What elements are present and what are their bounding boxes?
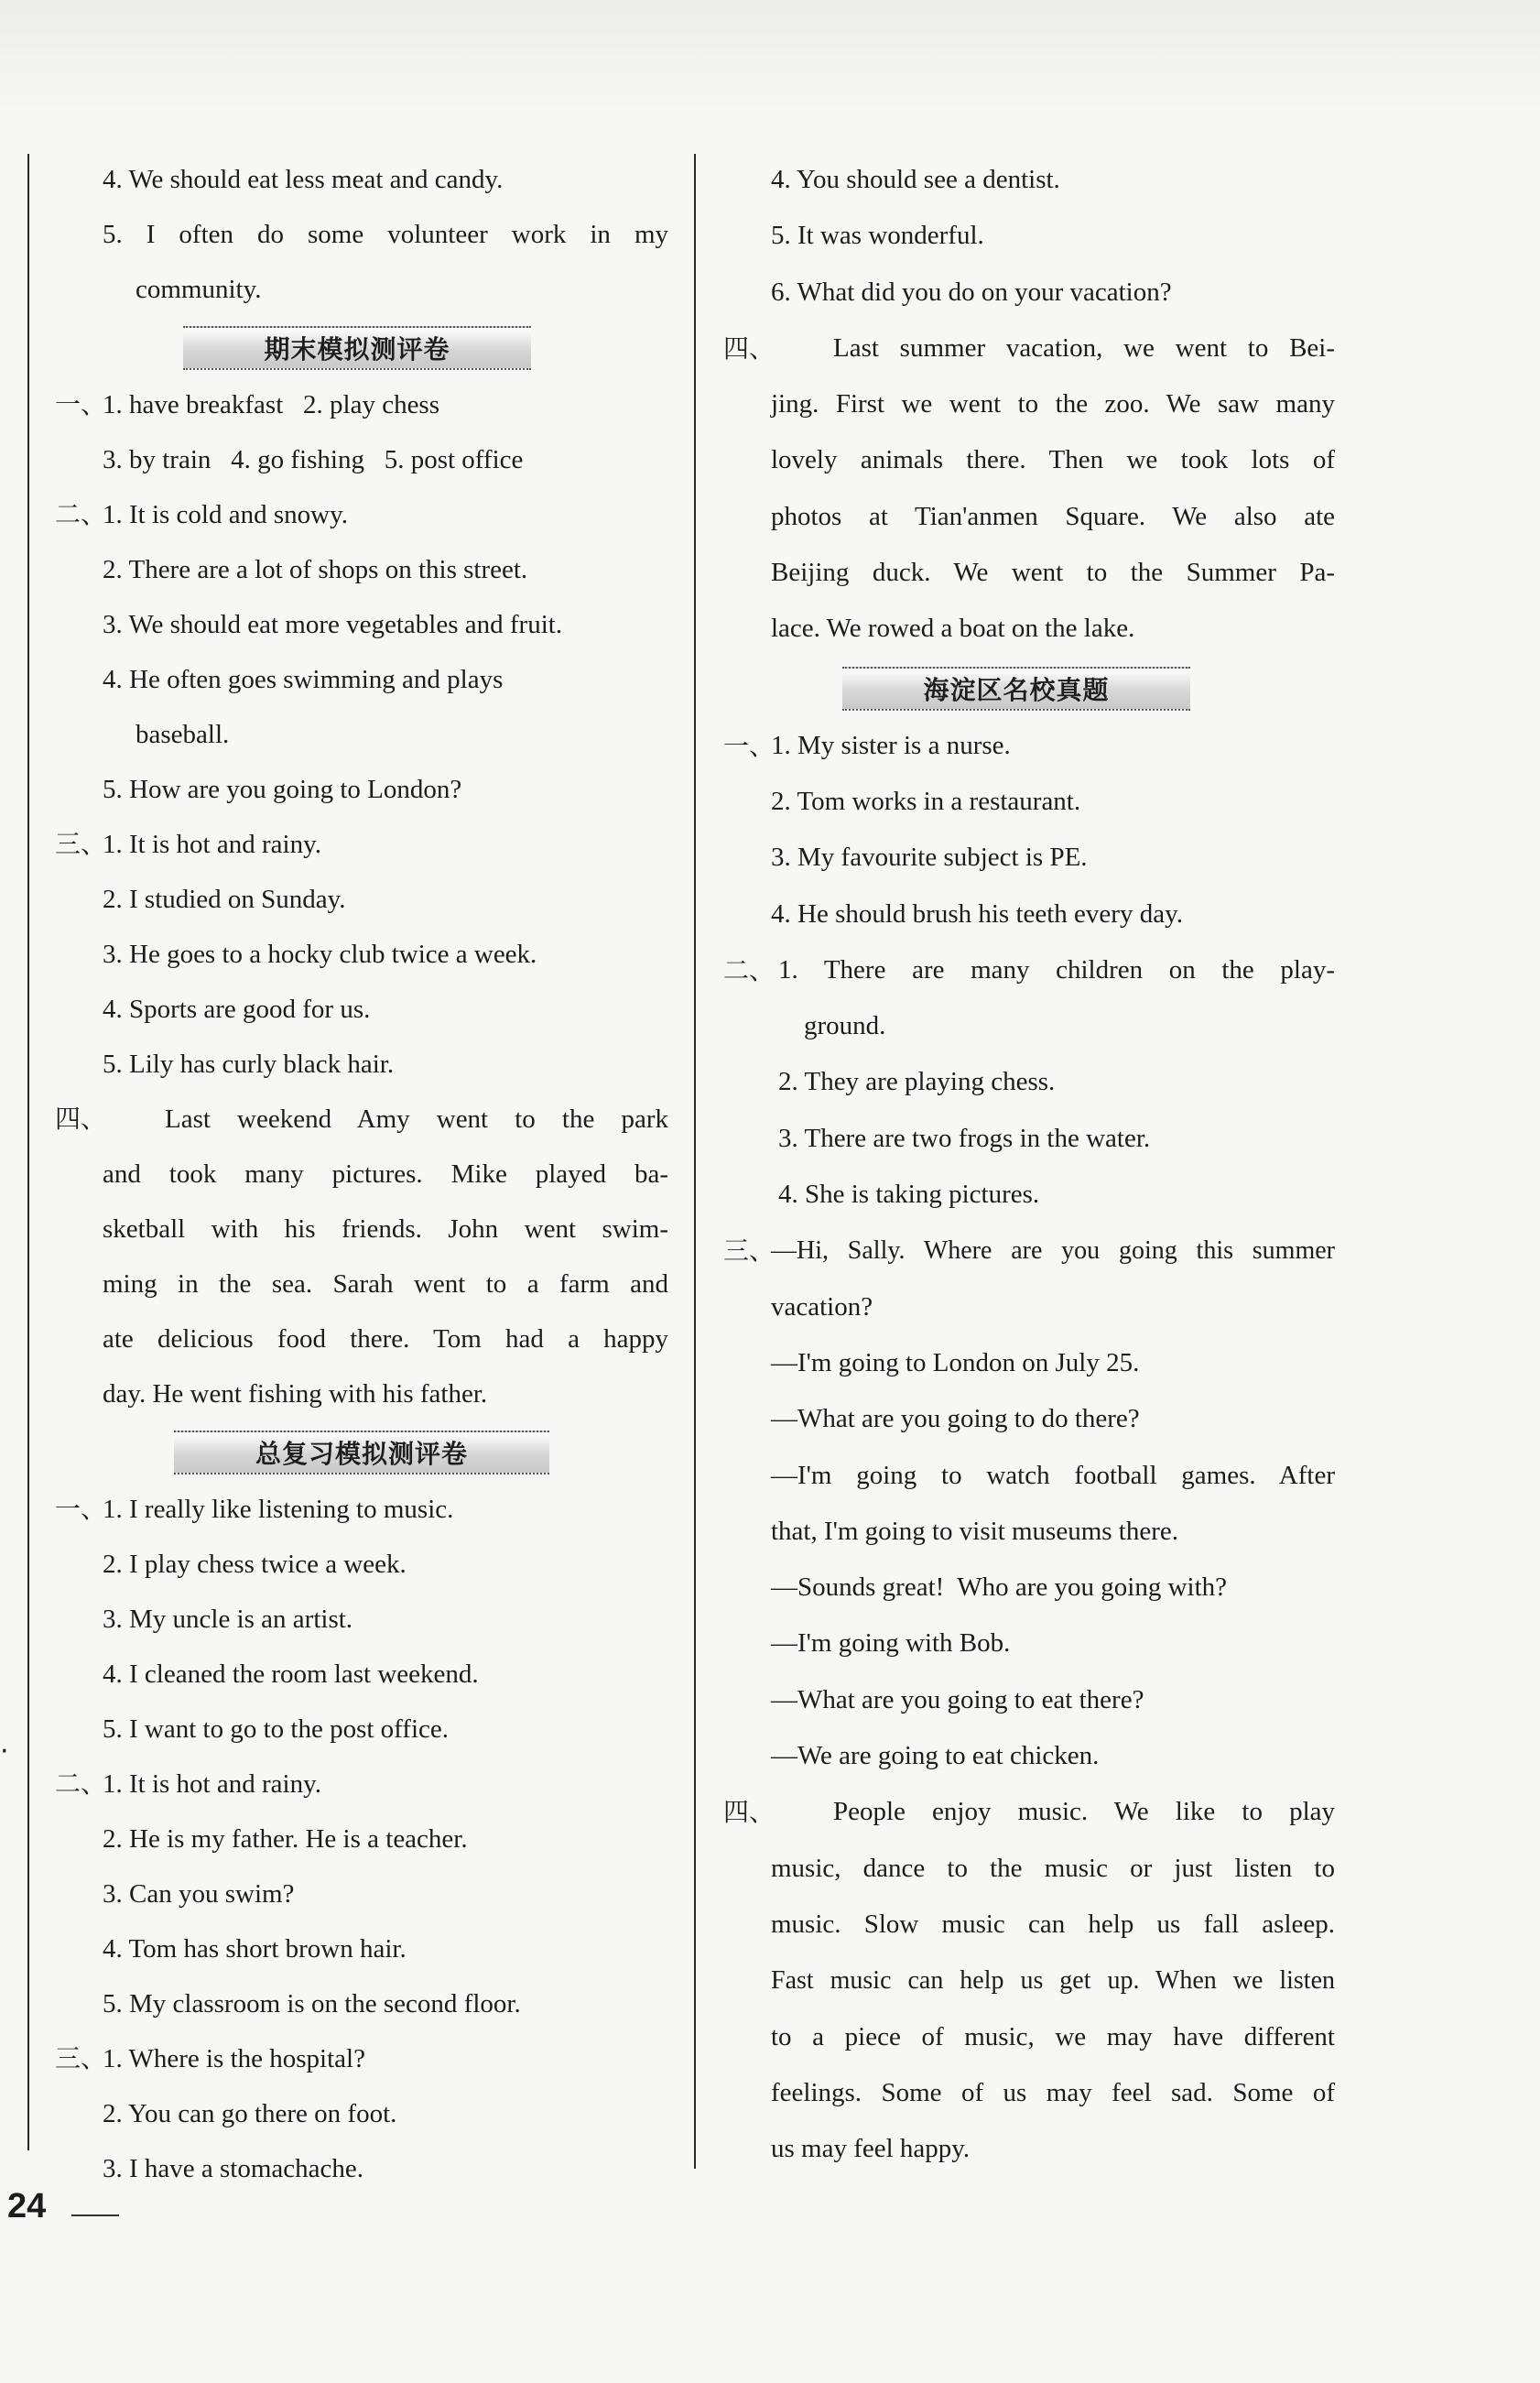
left-margin-rule	[27, 154, 29, 2150]
section-title: 总复习模拟测评卷	[174, 1431, 549, 1474]
answer-line: 2. They are playing chess.	[778, 1067, 1056, 1097]
section-header-final-mock	[55, 317, 668, 377]
answer-line: sketball with his friends. John went swim-	[103, 1214, 668, 1244]
answer-line: music. Slow music can help us fall asleep.	[771, 1909, 1335, 1939]
answer-line: 三、 1. Where is the hospital?	[55, 2031, 668, 2086]
section-title: 海淀区名校真题	[842, 667, 1190, 711]
page-number-dash	[71, 2214, 119, 2216]
answer-line: 二、 1. There are many children on the play-	[723, 942, 1335, 998]
part-marker: 四、	[55, 1104, 107, 1134]
part-marker: 一、	[723, 730, 775, 761]
part-marker: 三、	[55, 2043, 107, 2073]
answer-line: —I'm going to watch football games. After	[771, 1460, 1335, 1490]
answer-line: 三、 —Hi, Sally. Where are you going this summer	[723, 1223, 1335, 1279]
part-marker: 二、	[55, 499, 107, 529]
answer-line: 一、 1. have breakfast 2. play chess	[55, 377, 668, 432]
answer-line: photos at Tian'anmen Square. We also ate	[771, 501, 1335, 531]
part-marker: 二、	[55, 1768, 107, 1799]
part-marker: 三、	[723, 1235, 775, 1267]
answer-line: 4. I cleaned the room last weekend.	[103, 1659, 479, 1689]
answer-line: 5. How are you going to London?	[103, 775, 462, 804]
answer-line: day. He went fishing with his father.	[103, 1379, 488, 1409]
answer-line: 3. My uncle is an artist.	[103, 1605, 353, 1634]
answer-line: 2. You can go there on foot.	[103, 2099, 397, 2128]
part-marker: 一、	[55, 389, 107, 419]
part-marker: 三、	[55, 829, 107, 859]
answer-line: 2. Tom works in a restaurant.	[771, 786, 1081, 816]
answer-line: 二、 1. It is cold and snowy.	[55, 487, 668, 542]
answer-line: 2. I play chess twice a week.	[103, 1550, 407, 1579]
scan-top-shadow	[0, 0, 1540, 110]
part-marker: 二、	[723, 954, 775, 985]
section-title: 期末模拟测评卷	[183, 326, 531, 370]
section-header-haidian	[723, 658, 1335, 718]
answer-line: 一、 1. I really like listening to music.	[55, 1482, 668, 1537]
part-marker: 一、	[55, 1494, 107, 1524]
answer-line: 4. He should brush his teeth every day.	[771, 898, 1183, 929]
answer-line: music, dance to the music or just listen to	[771, 1853, 1335, 1883]
answer-line: 4. You should see a dentist.	[771, 165, 1060, 194]
answer-line: us may feel happy.	[771, 2134, 971, 2164]
answer-line: 5. I want to go to the post office.	[103, 1714, 450, 1744]
answer-line: 5. I often do some volunteer work in my	[103, 220, 668, 249]
answer-line: 3. I have a stomachache.	[103, 2154, 364, 2183]
page-number: 24	[7, 2187, 47, 2225]
answer-line: 2. There are a lot of shops on this street.	[103, 555, 528, 584]
answer-line: Beijing duck. We went to the Summer Pa-	[771, 558, 1335, 588]
answer-line: 5. My classroom is on the second floor.	[103, 1989, 521, 2018]
answer-line: 4. We should eat less meat and candy.	[103, 165, 504, 194]
answer-line: feelings. Some of us may feel sad. Some of	[771, 2077, 1335, 2107]
answer-line: —What are you going to do there?	[771, 1404, 1140, 1434]
answer-line: 四、 People enjoy music. We like to play	[723, 1784, 1335, 1840]
answer-line: 4. He often goes swimming and plays	[103, 665, 504, 694]
answer-line: 4. Tom has short brown hair.	[103, 1934, 407, 1964]
answer-line: 一、 1. My sister is a nurse.	[723, 718, 1335, 774]
answer-line: that, I'm going to visit museums there.	[771, 1516, 1179, 1546]
answer-line: 3. by train 4. go fishing 5. post office	[103, 445, 524, 474]
section-header-review-mock	[55, 1421, 668, 1482]
answer-line: jing. First we went to the zoo. We saw many	[771, 389, 1335, 419]
answer-line: 2. I studied on Sunday.	[103, 885, 346, 914]
answer-line: ate delicious food there. Tom had a happy	[103, 1324, 668, 1354]
answer-line: 4. Sports are good for us.	[103, 995, 371, 1024]
answer-line: Fast music can help us get up. When we listen	[771, 1966, 1335, 1996]
answer-line: ground.	[804, 1011, 886, 1041]
answer-line: —We are going to eat chicken.	[771, 1741, 1100, 1771]
answer-line: lace. We rowed a boat on the lake.	[771, 614, 1135, 644]
answer-line: 3. Can you swim?	[103, 1879, 295, 1909]
answer-line: 6. What did you do on your vacation?	[771, 277, 1172, 307]
right-column	[723, 152, 1335, 2177]
column-divider	[694, 154, 696, 2169]
answer-line: to a piece of music, we may have different	[771, 2021, 1335, 2051]
answer-line: and took many pictures. Mike played ba-	[103, 1159, 668, 1189]
answer-line: ming in the sea. Sarah went to a farm and	[103, 1269, 668, 1299]
answer-line: —I'm going with Bob.	[771, 1628, 1011, 1659]
answer-line: community.	[136, 275, 262, 304]
answer-line: 三、 1. It is hot and rainy.	[55, 817, 668, 872]
answer-line: lovely animals there. Then we took lots of	[771, 445, 1335, 475]
answer-line: —Sounds great! Who are you going with?	[771, 1572, 1228, 1603]
answer-line: baseball.	[136, 720, 230, 749]
answer-line: 2. He is my father. He is a teacher.	[103, 1824, 468, 1854]
answer-line: 四、 Last weekend Amy went to the park	[55, 1092, 668, 1147]
answer-line: 5. It was wonderful.	[771, 221, 984, 251]
answer-line: —I'm going to London on July 25.	[771, 1347, 1140, 1377]
answer-line: 3. We should eat more vegetables and fruit.	[103, 610, 563, 639]
answer-line: 3. He goes to a hocky club twice a week.	[103, 940, 537, 969]
answer-line: 3. My favourite subject is PE.	[771, 843, 1088, 873]
answer-line: 四、 Last summer vacation, we went to Bei-	[723, 321, 1335, 376]
answer-line: 4. She is taking pictures.	[778, 1180, 1040, 1210]
answer-line: 二、 1. It is hot and rainy.	[55, 1757, 668, 1812]
edge-mark: ·	[0, 1736, 9, 1768]
answer-line: —What are you going to eat there?	[771, 1684, 1144, 1714]
answer-line: 3. There are two frogs in the water.	[778, 1123, 1151, 1153]
part-marker: 四、	[723, 1797, 775, 1828]
answer-line: vacation?	[771, 1291, 873, 1322]
answer-line: 5. Lily has curly black hair.	[103, 1050, 395, 1079]
left-column	[55, 152, 668, 2196]
part-marker: 四、	[723, 332, 775, 364]
